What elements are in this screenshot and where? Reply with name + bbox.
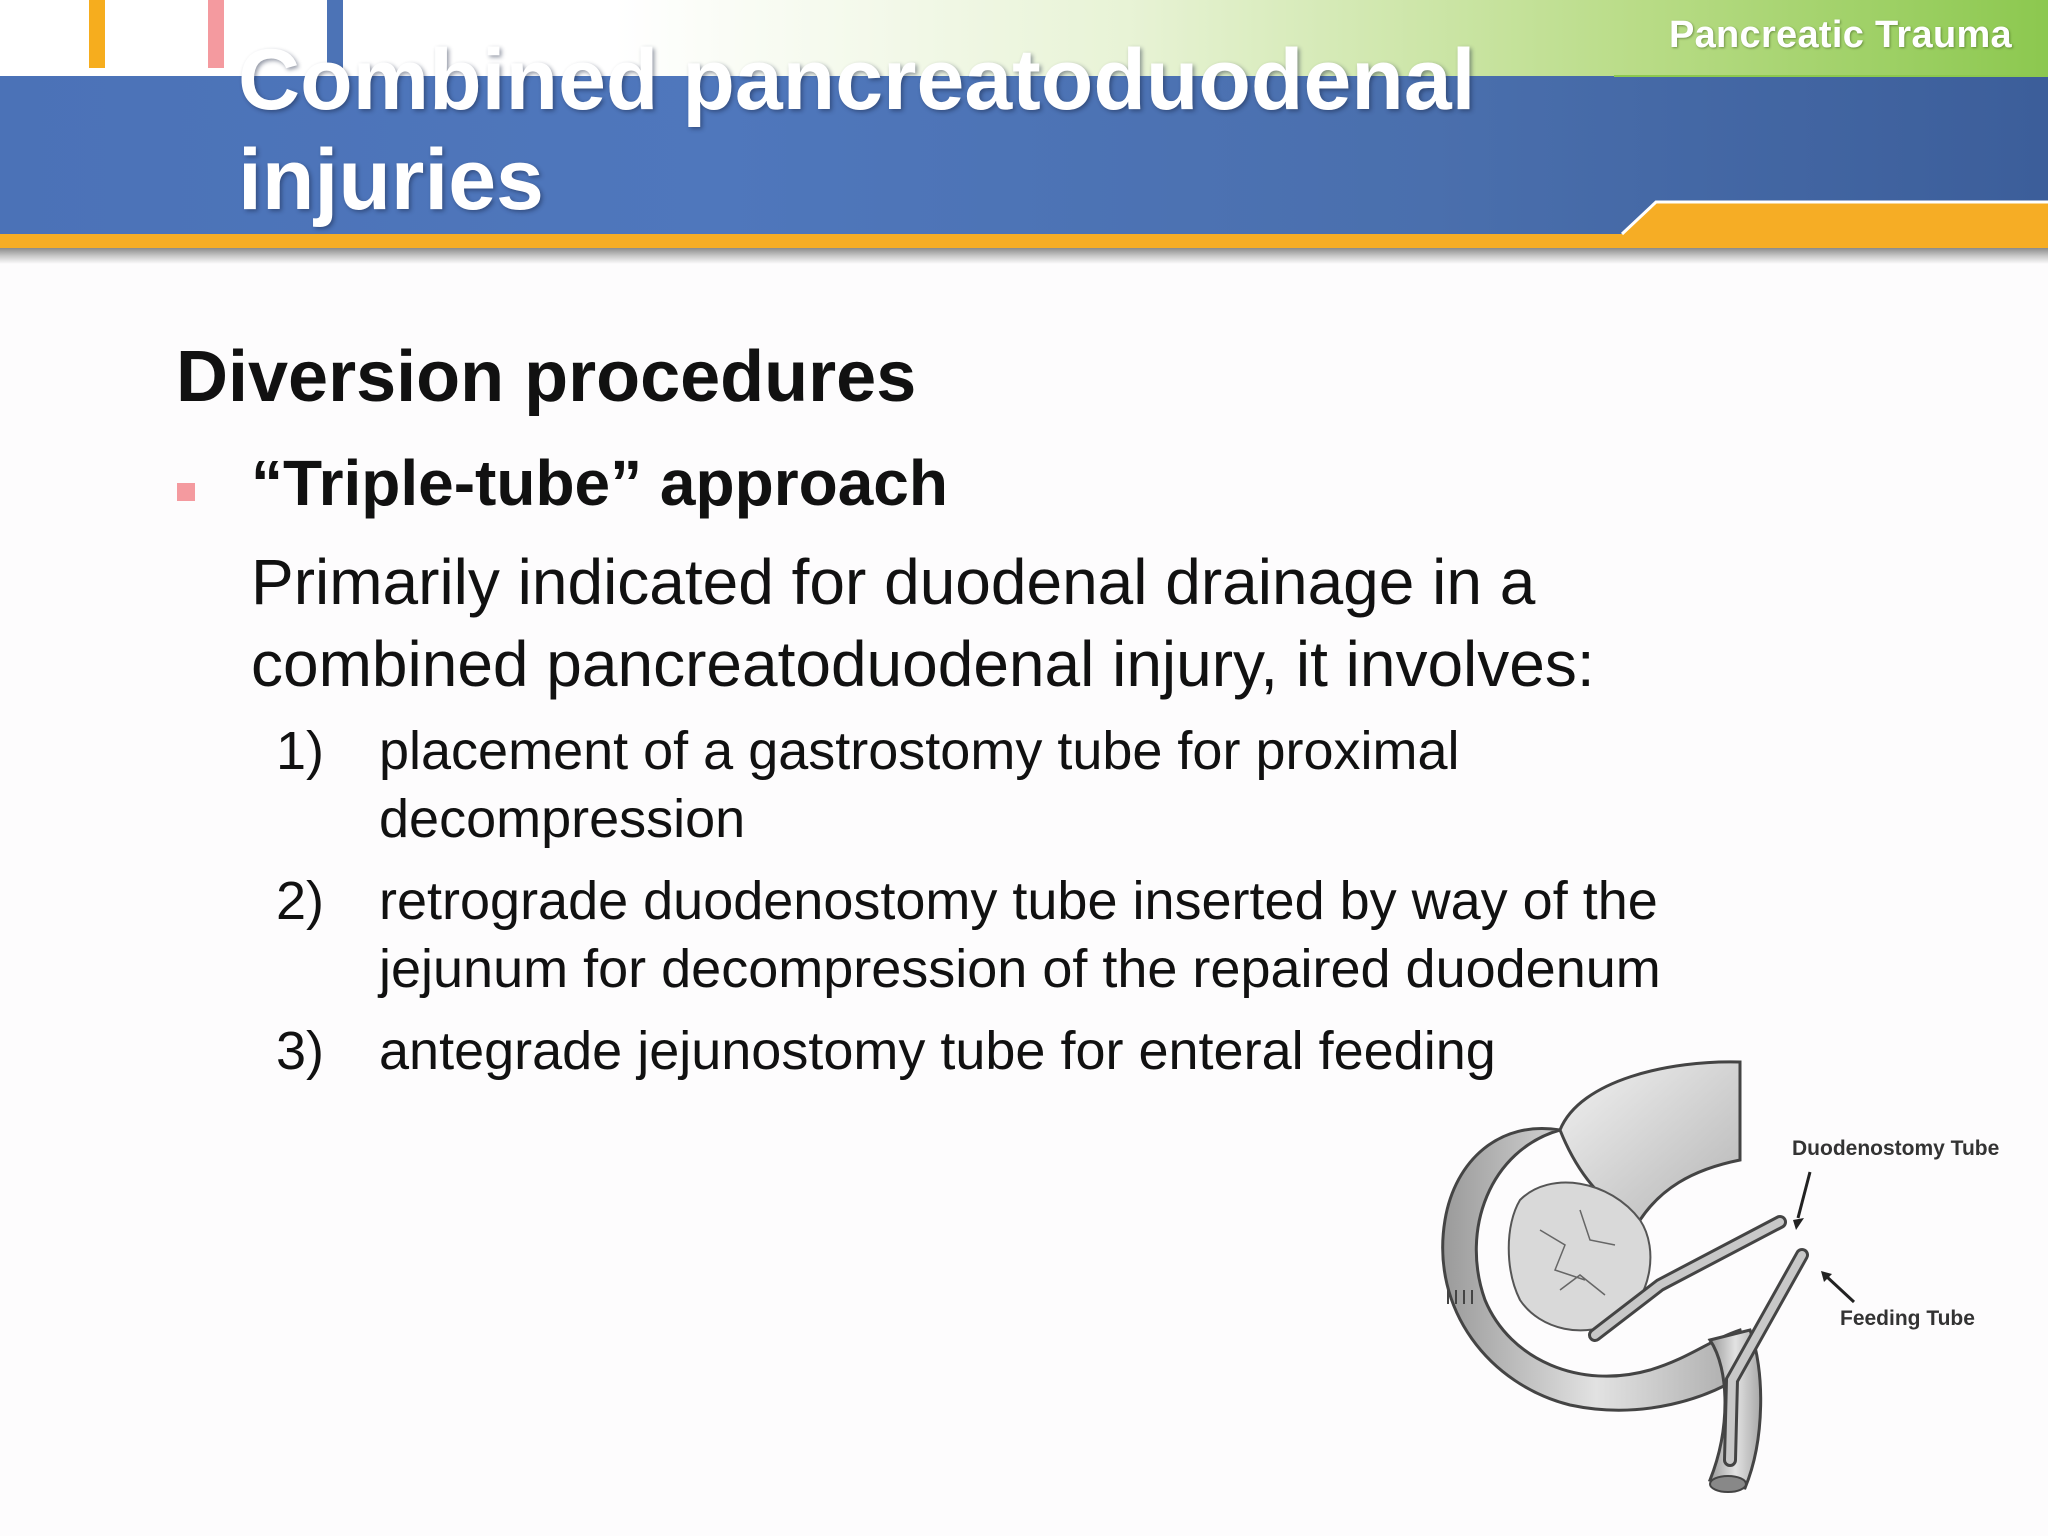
slide-title: Combined pancreatoduodenal injuries xyxy=(238,32,1476,228)
step-number: 2) xyxy=(276,871,325,931)
section-heading: Diversion procedures xyxy=(176,337,917,417)
bullet-square-icon xyxy=(177,483,195,501)
step-text: retrograde duodenostomy tube inserted by way of the jejunum for decompression of the repaired duodenum xyxy=(379,871,1661,999)
bullet-text: “Triple-tube” approach xyxy=(251,447,948,519)
list-item xyxy=(276,717,1756,853)
step-text: placement of a gastrostomy tube for proximal decompression xyxy=(379,721,1460,849)
step-number: 1) xyxy=(276,721,325,781)
anatomy-illustration xyxy=(1410,1040,2030,1520)
brand-label: Pancreatic Trauma xyxy=(1668,14,2012,56)
step-text: antegrade jejunostomy tube for enteral feeding xyxy=(379,1021,1496,1081)
step-number: 3) xyxy=(276,1021,325,1081)
duodenostomy-tube-label: Duodenostomy Tube xyxy=(1792,1137,2000,1160)
duodenum-drawing xyxy=(1410,1040,2030,1520)
description-paragraph: Primarily indicated for duodenal drainage in a combined pancreatoduodenal injury, it involves: xyxy=(251,546,1595,700)
feeding-tube-label: Feeding Tube xyxy=(1840,1307,1975,1330)
list-item xyxy=(276,867,1756,1003)
